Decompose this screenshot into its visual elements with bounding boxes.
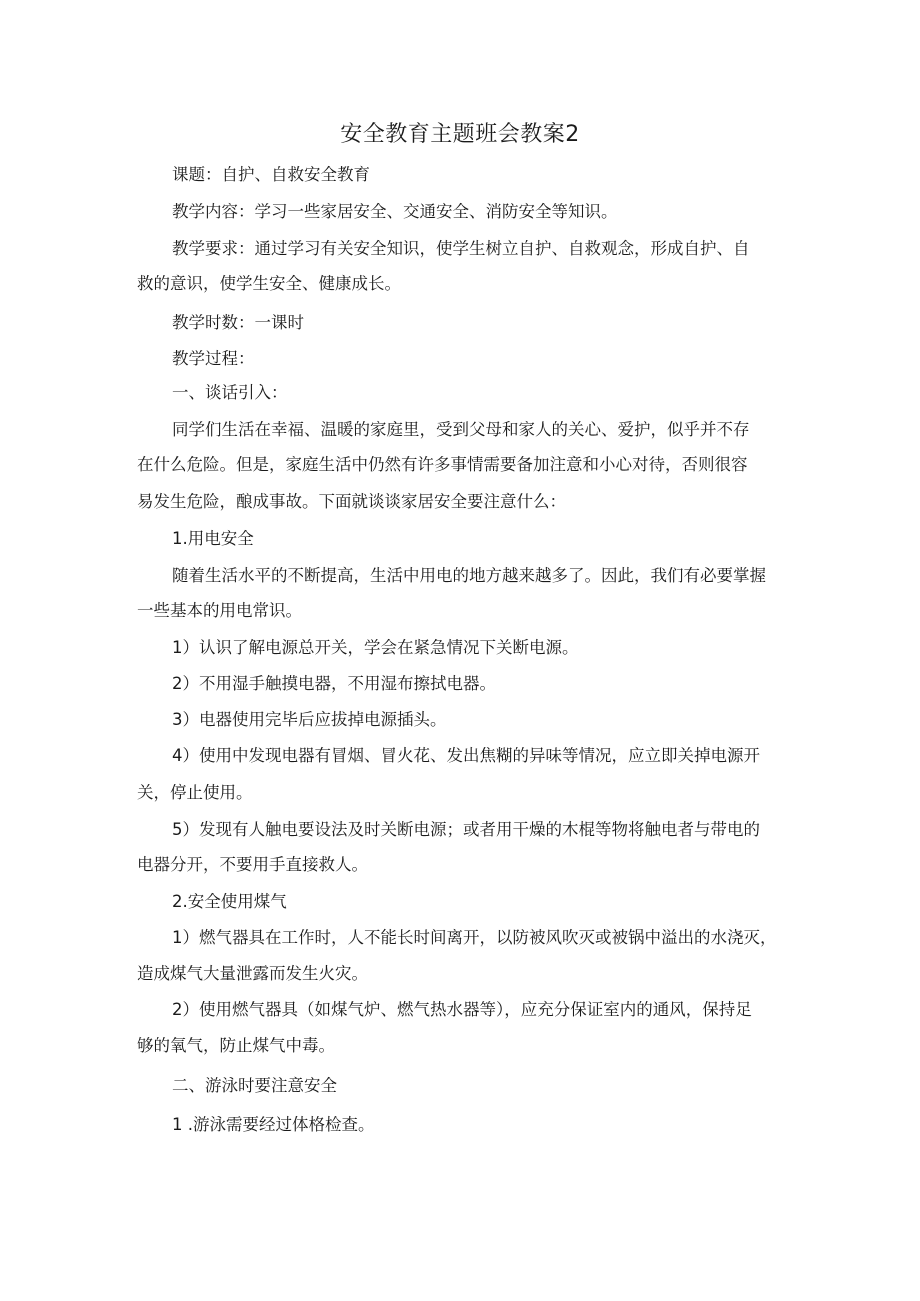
electricity-item-3: 3）电器使用完毕后应拔掉电源插头。	[172, 710, 447, 729]
gas-item-2-line-2: 够的氧气，防止煤气中毒。	[137, 1036, 335, 1055]
electricity-item-2: 2）不用湿手触摸电器，不用湿布擦拭电器。	[172, 674, 496, 693]
teaching-requirements-line-2: 救的意识，使学生安全、健康成长。	[137, 274, 401, 293]
gas-safety-heading: 2.安全使用煤气	[172, 892, 287, 911]
electricity-item-5-line-1: 5）发现有人触电要设法及时关断电源；或者用干燥的木棍等物将触电者与带电的	[172, 820, 760, 839]
electricity-item-4-line-1: 4）使用中发现电器有冒烟、冒火花、发出焦糊的异味等情况，应立即关掉电源开	[172, 746, 760, 765]
teaching-content: 教学内容：学习一些家居安全、交通安全、消防安全等知识。	[172, 202, 618, 221]
lesson-topic: 课题：自护、自救安全教育	[172, 165, 370, 184]
electricity-item-4-line-2: 关，停止使用。	[137, 783, 253, 802]
intro-paragraph-line-2: 在什么危险。但是，家庭生活中仍然有许多事情需要备加注意和小心对待，否则很容	[137, 455, 748, 474]
teaching-hours: 教学时数：一课时	[172, 313, 304, 332]
electricity-item-1: 1）认识了解电源总开关，学会在紧急情况下关断电源。	[172, 638, 579, 657]
intro-paragraph-line-1: 同学们生活在幸福、温暖的家庭里，受到父母和家人的关心、爱护，似乎并不存	[172, 420, 750, 439]
section-one-heading: 一、谈话引入：	[172, 383, 288, 402]
section-two-heading: 二、游泳时要注意安全	[172, 1076, 337, 1095]
electricity-paragraph-line-2: 一些基本的用电常识。	[137, 601, 302, 620]
electricity-safety-heading: 1.用电安全	[172, 529, 254, 548]
gas-item-1-line-2: 造成煤气大量泄露而发生火灾。	[137, 964, 368, 983]
electricity-item-5-line-2: 电器分开，不要用手直接救人。	[137, 855, 368, 874]
teaching-process-heading: 教学过程：	[172, 349, 255, 368]
intro-paragraph-line-3: 易发生危险，酿成事故。下面就谈谈家居安全要注意什么：	[137, 492, 566, 511]
teaching-requirements-line-1: 教学要求：通过学习有关安全知识，使学生树立自护、自救观念，形成自护、自	[172, 239, 750, 258]
gas-item-1-line-1: 1）燃气器具在工作时，人不能长时间离开，以防被风吹灭或被锅中溢出的水浇灭，	[172, 928, 777, 947]
gas-item-2-line-1: 2）使用燃气器具（如煤气炉、燃气热水器等），应充分保证室内的通风，保持足	[172, 1000, 752, 1019]
swimming-item-1: 1 .游泳需要经过体格检查。	[172, 1115, 375, 1134]
document-title: 安全教育主题班会教案2	[340, 122, 580, 147]
electricity-paragraph-line-1: 随着生活水平的不断提高，生活中用电的地方越来越多了。因此，我们有必要掌握	[172, 566, 766, 585]
